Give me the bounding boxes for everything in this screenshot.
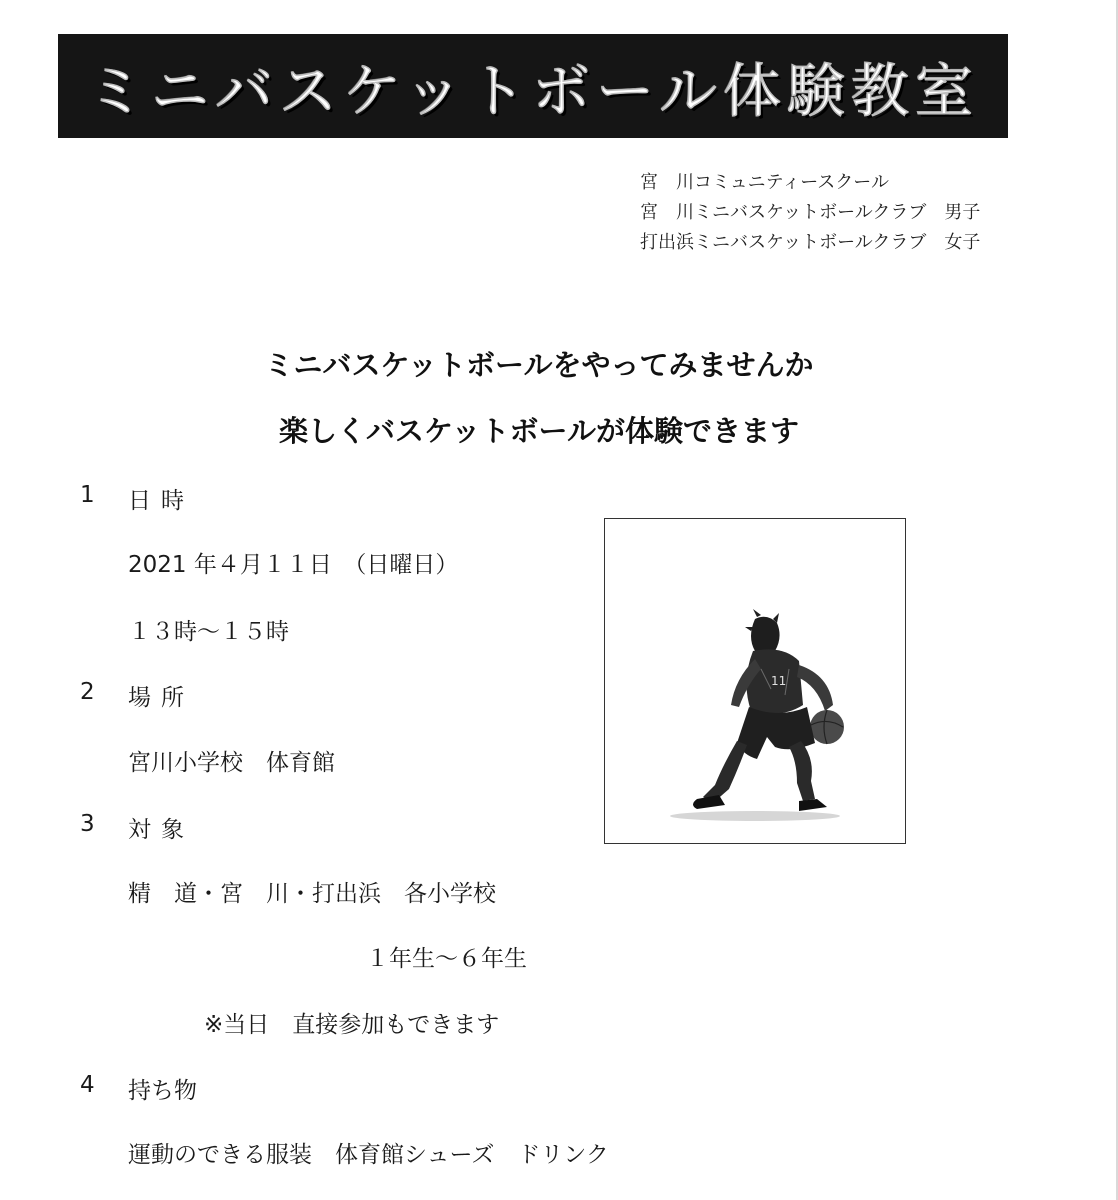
organizer-2: 宮 川ミニバスケットボールクラブ 男子	[640, 202, 981, 223]
section-title-target: 対象	[128, 817, 194, 843]
organizer-3: 打出浜ミニバスケットボールクラブ 女子	[640, 232, 981, 253]
player-illustration	[604, 518, 906, 844]
section-title-belongings: 持ち物	[128, 1078, 197, 1104]
belongings-items: 運動のできる服装 体育館シューズ ドリンク	[128, 1142, 609, 1168]
section-number-belongings: 4	[80, 1072, 95, 1098]
event-date: 2021 年４月１１日 （日曜日）	[128, 552, 459, 578]
section-number-target: 3	[80, 811, 95, 837]
organizer-list	[640, 168, 980, 258]
target-schools: 精 道・宮 川・打出浜 各小学校	[128, 881, 496, 907]
event-venue: 宮川小学校 体育館	[128, 750, 335, 776]
target-grades: １年生～６年生	[366, 946, 527, 972]
walk-in-note: ※当日 直接参加もできます	[204, 1012, 500, 1038]
page-title: ミニバスケットボール体験教室	[87, 57, 979, 125]
section-title-datetime: 日時	[128, 488, 194, 514]
headline-invite: ミニバスケットボールをやってみませんか	[264, 348, 814, 382]
jersey-number: 11	[771, 674, 787, 688]
section-number-place: 2	[80, 679, 95, 705]
organizer-1: 宮 川コミュニティースクール	[640, 172, 889, 193]
section-number-datetime: 1	[80, 482, 95, 508]
event-time: １３時～１５時	[128, 619, 289, 645]
title-banner	[58, 34, 1008, 138]
headline-experience: 楽しくバスケットボールが体験できます	[279, 414, 799, 448]
section-title-place: 場所	[128, 685, 194, 711]
basketball-player-icon	[605, 519, 904, 842]
